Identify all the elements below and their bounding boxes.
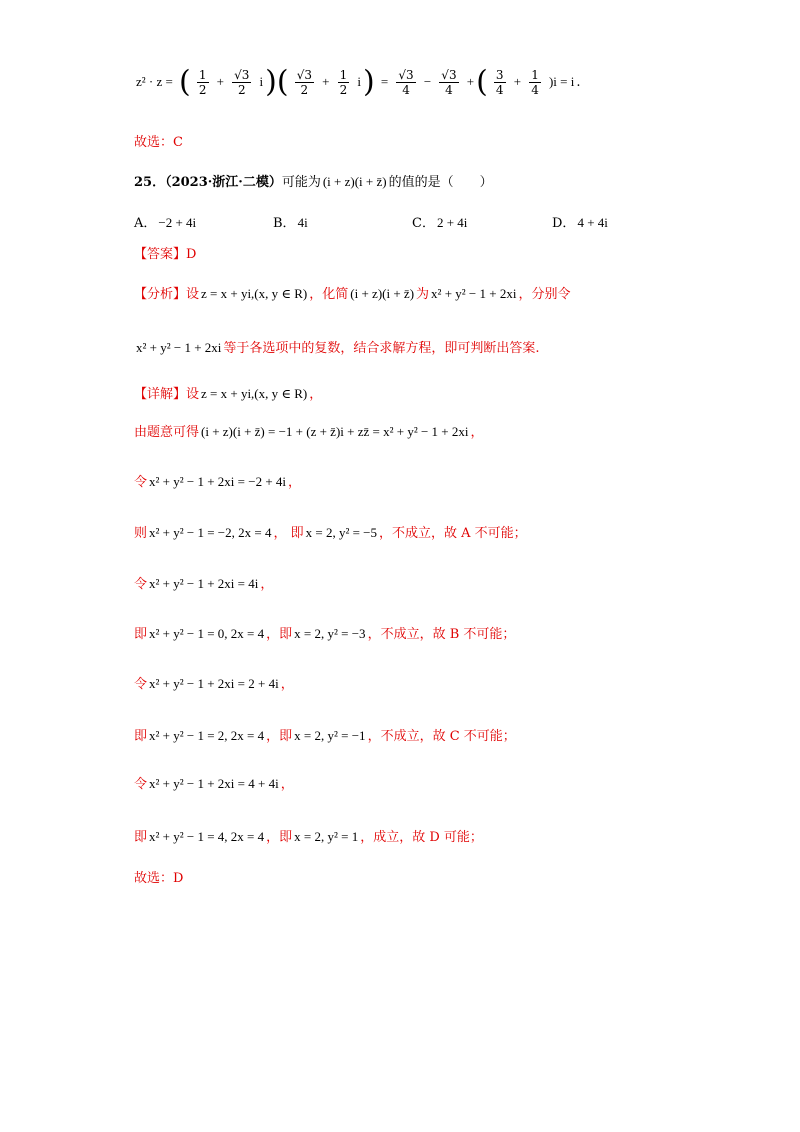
option-d: D． 4 + 4i bbox=[552, 215, 608, 231]
question-number: 25． bbox=[134, 175, 166, 190]
question-source: （2023·浙江·二模） bbox=[165, 175, 282, 190]
final-answer: 故选：D bbox=[134, 871, 184, 886]
step-b-eq: 令 x² + y² − 1 + 2xi = 4i ， bbox=[134, 576, 274, 592]
step-a-sol: 则 x² + y² − 1 = −2, 2x = 4 ， 即 x = 2, y² = −5 ，不成立，故 A 不可能； bbox=[134, 525, 527, 541]
eq-tail: )i = i bbox=[548, 74, 575, 89]
step-d-sol: 即 x² + y² − 1 = 4, 2x = 4 ，即 x = 2, y² = 1 ，成立，故 D 可能； bbox=[134, 829, 483, 845]
question-25 bbox=[134, 172, 493, 193]
option-c: C． 2 + 4i bbox=[412, 215, 468, 231]
frac-r2: $\frac{√3}{4}$ bbox=[441, 68, 457, 97]
frac-r1: $\frac{√3}{4}$ bbox=[398, 68, 414, 97]
step-d-eq: 令 x² + y² − 1 + 2xi = 4 + 4i ， bbox=[134, 776, 294, 792]
analysis-line-2: x² + y² − 1 + 2xi 等于各选项中的复数，结合求解方程，即可判断出答案. bbox=[136, 340, 540, 356]
step-a-eq: 令 x² + y² − 1 + 2xi = −2 + 4i ， bbox=[134, 474, 302, 490]
frac-1a: $\frac{1}{2}$ bbox=[198, 68, 207, 97]
option-a: A． −2 + 4i bbox=[134, 215, 197, 231]
top-equation: z² · z = ( $\frac{1}{2}$ + $\frac{√3}{2}$ i)( $\frac{√3}{2}$ + $\frac{1}{2}$ i) = $\frac{√3}{4}$ − $\frac{√3}{4}$ +( $\frac{3}{4}$ + $\frac{1}{4}$ )i = i . bbox=[136, 64, 581, 100]
step-c-sol: 即 x² + y² − 1 = 2, 2x = 4 ，即 x = 2, y² = −1 ，不成立，故 C 不可能； bbox=[134, 728, 516, 744]
eq-lhs: z² · z = bbox=[136, 74, 173, 89]
analysis-line-1: 【分析】设 z = x + yi,(x, y ∈ R) ，化简 (i + z)(i + z̄) 为 x² + y² − 1 + 2xi ，分别令 bbox=[134, 286, 571, 302]
question-expr: (i + z)(i + z̄) bbox=[322, 174, 387, 189]
detail-line-1: 【详解】设 z = x + yi,(x, y ∈ R) ， bbox=[134, 386, 323, 402]
option-b: B． 4i bbox=[273, 215, 308, 231]
frac-2a: $\frac{√3}{2}$ bbox=[296, 68, 313, 97]
answer-tag: 【答案】D bbox=[134, 247, 197, 262]
detail-line-2: 由题意可得 (i + z)(i + z̄) = −1 + (z + z̄)i + zz̄ = x² + y² − 1 + 2xi ， bbox=[134, 424, 484, 440]
step-b-sol: 即 x² + y² − 1 = 0, 2x = 4 ，即 x = 2, y² = −3 ，不成立，故 B 不可能； bbox=[134, 626, 516, 642]
step-c-eq: 令 x² + y² − 1 + 2xi = 2 + 4i ， bbox=[134, 676, 294, 692]
frac-r4: $\frac{1}{4}$ bbox=[531, 68, 539, 97]
prev-answer: 故选：C bbox=[134, 135, 183, 150]
frac-r3: $\frac{3}{4}$ bbox=[495, 68, 504, 97]
frac-1b: $\frac{√3}{2}$ bbox=[234, 68, 250, 97]
frac-2b: $\frac{1}{2}$ bbox=[339, 68, 348, 97]
question-text-after: 的值的是（ ） bbox=[388, 175, 493, 190]
question-text-before: 可能为 bbox=[281, 175, 321, 190]
